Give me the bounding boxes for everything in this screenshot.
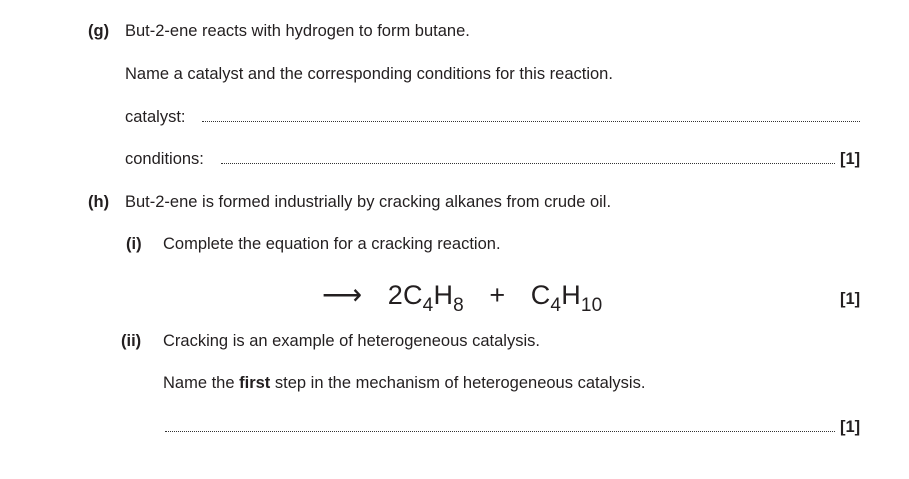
reaction-arrow: ⟶ [322,279,363,310]
question-g-statement: But-2-ene reacts with hydrogen to form butane. [125,22,470,40]
plus-sign: + [489,280,506,310]
subquestion-label-i: (i) [126,235,142,253]
conditions-answer-line[interactable] [221,163,835,164]
product-2-c-subscript: 4 [550,295,562,316]
instruction-emphasis: first [239,374,271,392]
product-1-coefficient-c: 2C [387,280,423,310]
product-2-h-subscript: 10 [580,295,603,316]
catalyst-answer-line[interactable] [202,121,860,122]
product-1-h-subscript: 8 [453,295,464,316]
cracking-equation [322,278,603,316]
conditions-label: conditions: [125,150,204,168]
subquestion-ii-statement: Cracking is an example of heterogeneous catalysis. [163,332,540,350]
product-1-c-subscript: 4 [422,295,434,316]
catalyst-label: catalyst: [125,108,186,126]
question-h-statement: But-2-ene is formed industrially by cracking alkanes from crude oil. [125,193,612,211]
product-2-c: C [530,280,551,310]
marks-g: [1] [840,150,861,168]
question-label-h: (h) [88,193,110,211]
instruction-text-start: Name the [163,374,240,392]
subquestion-label-ii: (ii) [121,332,142,350]
subquestion-i-instruction: Complete the equation for a cracking reaction. [163,235,501,253]
product-2-h: H [561,280,581,310]
instruction-text-end: step in the mechanism of heterogeneous catalysis. [270,374,646,392]
product-1-h: H [433,280,454,310]
subquestion-ii-instruction [163,374,645,393]
question-label-g: (g) [88,22,110,40]
mechanism-answer-line[interactable] [165,431,835,432]
marks-h-i: [1] [840,290,861,308]
marks-h-ii: [1] [840,418,861,436]
question-g-instruction: Name a catalyst and the corresponding conditions for this reaction. [125,65,613,83]
